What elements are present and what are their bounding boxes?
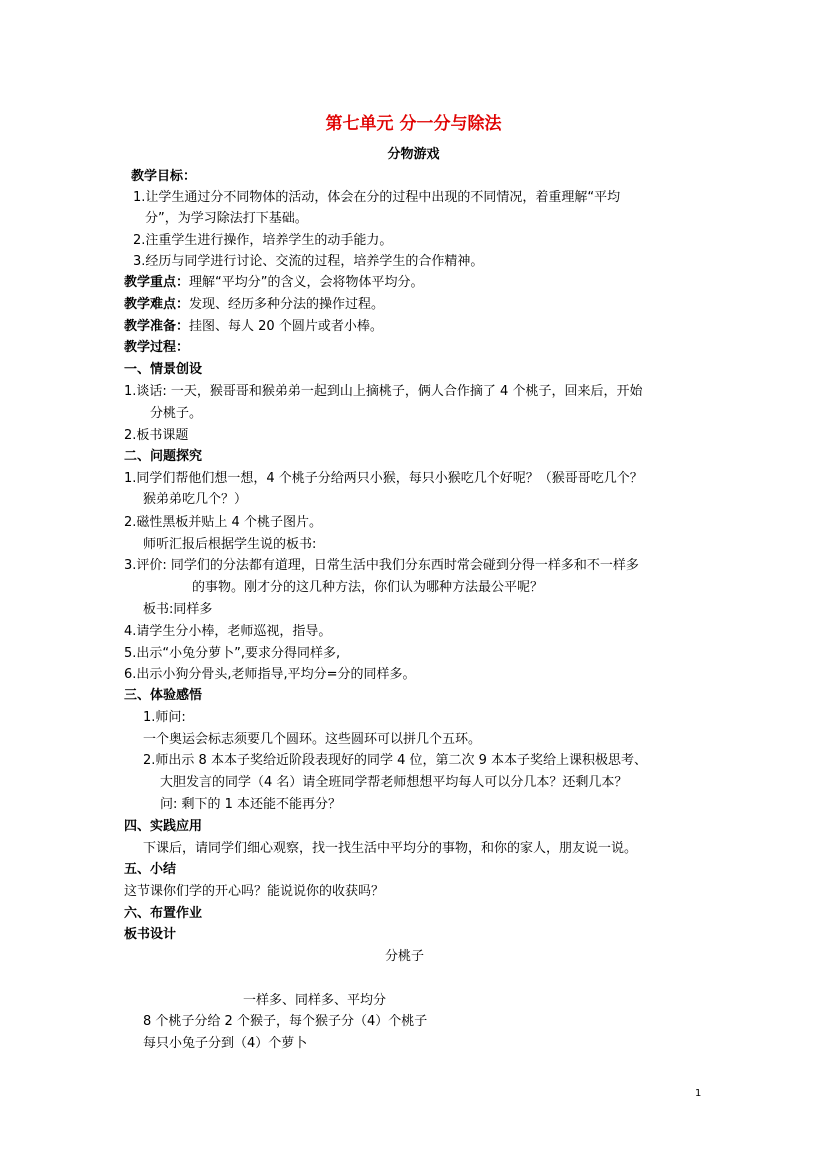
process-heading: 教学过程： [124,340,190,355]
section-2-item-5: 5.出示“小兔分萝卜”,要求分得同样多, [124,646,341,661]
section-1-heading: 一、情景创设 [124,362,203,377]
page-number: 1 [695,1088,702,1099]
section-5-heading: 五、小结 [124,862,177,877]
section-1-item-2: 2.板书课题 [124,428,189,443]
section-3-heading: 三、体验感悟 [124,688,203,703]
section-4-text: 下课后，请同学们细心观察，找一找生活中平均分的事物，和你的家人，朋友说一说。 [143,841,638,856]
section-2-item-4: 4.请学生分小棒，老师巡视，指导。 [124,624,332,639]
section-2-item-2-note: 师听汇报后根据学生说的板书: [143,537,317,552]
goal-3: 3.经历与同学进行讨论、交流的过程，培养学生的合作精神。 [133,254,484,269]
page-title: 第七单元 分一分与除法 [325,114,502,134]
preparation [124,318,383,336]
board-line-2: 8 个桃子分给 2 个猴子，每个猴子分（4）个桃子 [143,1014,428,1029]
goal-2: 2.注重学生进行操作，培养学生的动手能力。 [133,233,393,248]
board-title: 分桃子 [385,949,425,964]
section-6-heading: 六、布置作业 [124,906,203,921]
section-2-item-6: 6.出示小狗分骨头,老师指导,平均分=分的同样多。 [124,667,416,682]
section-2-heading: 二、问题探究 [124,449,203,464]
key-point-label: 教学重点： [124,275,190,290]
section-2-item-1: 1.同学们帮他们想一想，4 个桃子分给两只小猴，每只小猴吃几个好呢？（猴哥哥吃几个？ [124,471,643,486]
goal-1-cont: 分”，为学习除法打下基础。 [145,211,308,226]
page-subtitle: 分物游戏 [387,147,440,162]
section-1-item-1-cont: 分桃子。 [150,406,203,421]
goals-heading: 教学目标： [131,169,197,184]
section-2-item-2: 2.磁性黑板并贴上 4 个桃子图片。 [124,515,322,530]
board-line-1: 一样多、同样多、平均分 [243,993,387,1008]
preparation-text: 挂图、每人 20 个圆片或者小棒。 [189,319,383,334]
difficult-point-label: 教学难点： [124,297,190,312]
board-line-3: 每只小兔子分到（4）个萝卜 [143,1036,308,1051]
section-2-item-1-cont: 猴弟弟吃几个？） [143,492,248,507]
section-2-item-3: 3.评价: 同学们的分法都有道理，日常生活中我们分东西时常会碰到分得一样多和不一样多 [124,558,639,573]
section-3-item-2-cont: 大胆发言的同学（4 名）请全班同学帮老师想想平均每人可以分几本？还剩几本？ [160,775,628,790]
section-2-item-3-board: 板书:同样多 [143,602,213,617]
section-3-item-1-text: 一个奥运会标志须要几个圆环。这些圆环可以拼几个五环。 [143,732,482,747]
key-point [124,274,424,292]
section-1-item-1: 1.谈话: 一天，猴哥哥和猴弟弟一起到山上摘桃子，俩人合作摘了 4 个桃子，回来后，开始 [124,384,643,399]
section-3-item-2: 2.师出示 8 本本子奖给近阶段表现好的同学 4 位，第二次 9 本本子奖给上课积极思考、 [143,753,648,768]
difficult-point [124,296,384,314]
goal-1: 1.让学生通过分不同物体的活动，体会在分的过程中出现的不同情况，着重理解“平均 [133,190,621,205]
section-5-text: 这节课你们学的开心吗？能说说你的收获吗？ [124,884,385,899]
key-point-text: 理解“平均分”的含义，会将物体平均分。 [189,275,424,290]
section-4-heading: 四、实践应用 [124,819,203,834]
board-design-heading: 板书设计 [124,927,177,942]
section-2-item-3-cont: 的事物。刚才分的这几种方法，你们认为哪种方法最公平呢？ [192,580,544,595]
preparation-label: 教学准备： [124,319,190,334]
section-3-item-1: 1.师问: [143,710,186,725]
difficult-point-text: 发现、经历多种分法的操作过程。 [189,297,385,312]
section-3-item-2-question: 问: 剩下的 1 本还能不能再分？ [160,797,342,812]
